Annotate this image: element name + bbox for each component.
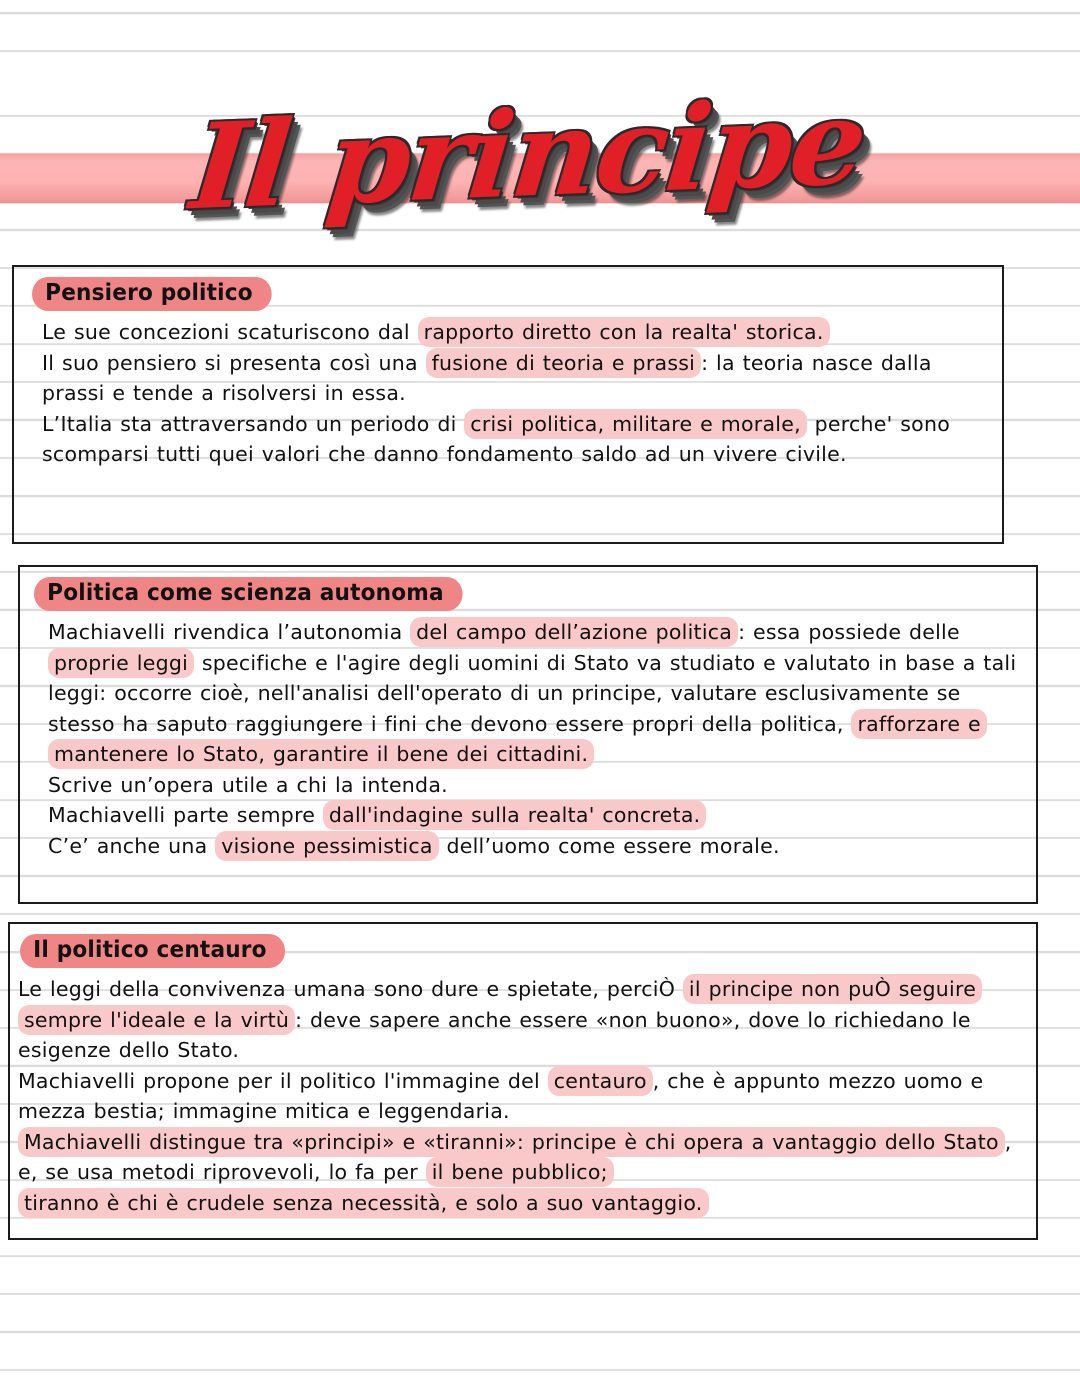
highlighted-text: rapporto diretto con la realta' storica. — [418, 317, 830, 347]
note-paragraph — [48, 831, 1028, 862]
note-paragraph — [18, 1127, 1028, 1188]
plain-text: Le sue concezioni scaturiscono dal — [42, 320, 418, 345]
plain-text: L’Italia sta attraversando un periodo di — [42, 411, 465, 436]
title-highlight-band — [0, 154, 1080, 203]
note-paragraph — [48, 770, 1028, 801]
plain-text: specifiche e l'agire degli uomini di Stato va studiato e valutato in base a tali leggi: occorre cioè, nell'analisi dell'operato di un principe, valutare esclusivamente se stesso ha saputo raggiungere i fini che devono essere propri della politica, — [48, 650, 1017, 736]
plain-text: Scrive un’opera utile a chi la intenda. — [48, 772, 448, 797]
highlighted-text: Machiavelli distingue tra «principi» e «tiranni»: principe è chi opera a vantaggio dello Stato — [18, 1127, 1005, 1157]
plain-text: Il suo pensiero si presenta così una — [42, 350, 426, 375]
note-paragraph — [18, 1066, 1028, 1127]
plain-text: C’e’ anche una — [48, 833, 216, 858]
highlighted-text: tiranno è chi è crudele senza necessità, e solo a suo vantaggio. — [18, 1188, 709, 1218]
note-box-politica-come-scienza-autonoma — [18, 565, 1038, 904]
plain-text: Machiavelli parte sempre — [48, 803, 323, 828]
highlighted-text: il bene pubblico; — [426, 1157, 614, 1187]
highlighted-text: dall'indagine sulla realta' concreta. — [323, 800, 706, 830]
note-body — [34, 617, 1028, 861]
note-paragraph — [48, 800, 1028, 831]
note-box-il-politico-centauro — [8, 922, 1038, 1240]
plain-text: perche' sono scomparsi tutti quei valori che danno fondamento saldo ad un vivere civile. — [42, 411, 951, 467]
plain-text: : la teoria nasce dalla prassi e tende a risolversi in essa. — [42, 350, 932, 406]
note-paragraph — [42, 317, 994, 348]
highlighted-text: fusione di teoria e prassi — [426, 348, 702, 378]
plain-text: , che è appunto mezzo uomo e mezza bestia; immagine mitica e leggendaria. — [18, 1068, 984, 1124]
highlighted-text: del campo dell’azione politica — [410, 617, 738, 647]
note-body — [28, 317, 994, 470]
note-paragraph — [42, 348, 994, 409]
plain-text: Le leggi della convivenza umana sono dure e spietate, perciÒ — [18, 977, 683, 1002]
note-box-content — [10, 924, 1036, 1224]
section-heading-badge: Politica come scienza autonoma — [34, 577, 463, 611]
highlighted-text: il principe non puÒ seguire sempre l'ideale e la virtù — [18, 974, 982, 1035]
note-box-content — [14, 267, 1002, 476]
note-paragraph — [18, 1188, 1028, 1219]
note-box-pensiero-politico — [12, 265, 1004, 544]
plain-text: : deve sapere anche essere «non buono», dove lo richiedano le esigenze dello Stato. — [18, 1007, 971, 1063]
highlighted-text: proprie leggi — [48, 648, 194, 678]
plain-text: Machiavelli propone per il politico l'immagine del — [18, 1068, 548, 1093]
section-heading-badge: Il politico centauro — [20, 934, 286, 968]
plain-text: dell’uomo come essere morale. — [438, 833, 780, 858]
note-paragraph — [48, 617, 1028, 770]
plain-text: , e, se usa metodi riprovevoli, lo fa per — [18, 1129, 1012, 1185]
page-title-text: Il principe — [186, 82, 894, 227]
plain-text: : essa possiede delle — [738, 620, 960, 645]
note-paragraph — [42, 409, 994, 470]
highlighted-text: visione pessimistica — [215, 831, 438, 861]
plain-text: Machiavelli rivendica l’autonomia — [48, 620, 411, 645]
highlighted-text: crisi politica, militare e morale, — [464, 409, 807, 439]
note-body — [14, 974, 1028, 1218]
section-heading-badge: Pensiero politico — [32, 277, 272, 311]
highlighted-text: centauro — [548, 1066, 653, 1096]
highlighted-text: rafforzare e mantenere lo Stato, garantire il bene dei cittadini. — [48, 709, 987, 770]
note-paragraph — [18, 974, 1028, 1066]
note-box-content — [20, 567, 1036, 867]
